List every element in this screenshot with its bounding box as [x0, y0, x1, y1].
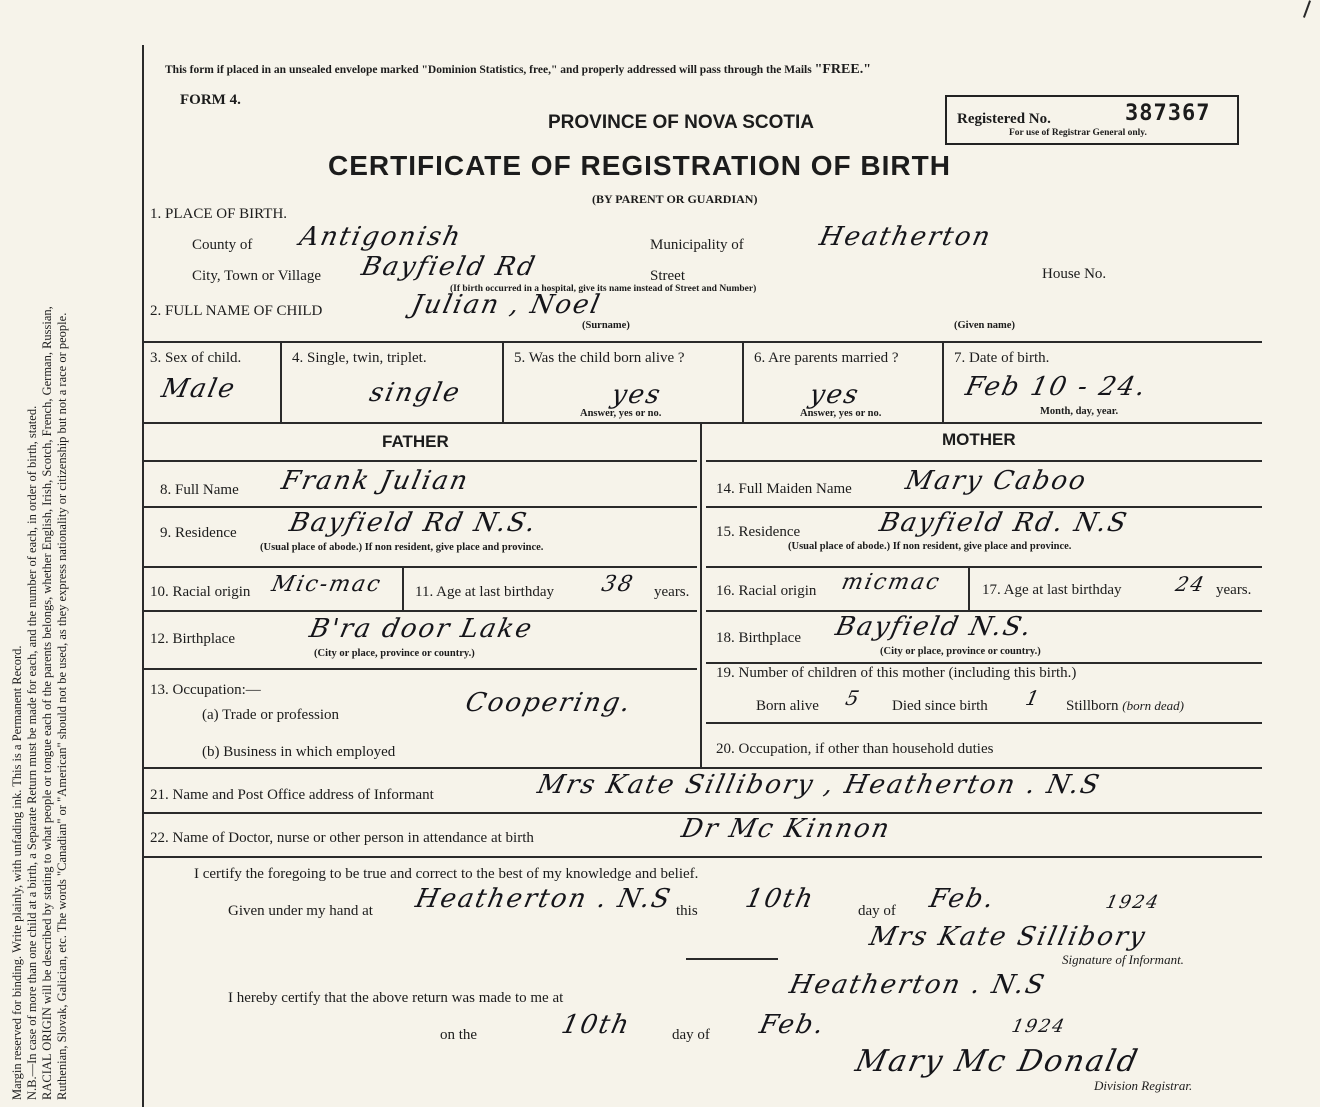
section-line: [142, 856, 1262, 858]
father-residence-label: 9. Residence: [160, 525, 237, 541]
row3-bottom-line: [142, 422, 1262, 424]
registration-label: Registered No.: [957, 111, 1051, 127]
mother-name-label: 14. Full Maiden Name: [716, 481, 852, 497]
mother-racial-value: micmac: [839, 570, 944, 595]
page-title: CERTIFICATE OF REGISTRATION OF BIRTH: [328, 150, 951, 181]
stillborn-note: (born dead): [1122, 698, 1185, 713]
given-this-label: this: [676, 903, 698, 919]
parents-married-value: yes: [806, 380, 863, 410]
row-divider: [402, 566, 404, 610]
born-alive-count-value: 5: [843, 686, 864, 710]
province-heading: PROVINCE OF NOVA SCOTIA: [548, 112, 815, 133]
given-name-note: (Given name): [954, 320, 1015, 331]
registrar-statement: I hereby certify that the above return was made to me at: [228, 990, 564, 1006]
mother-birthplace-label: 18. Birthplace: [716, 630, 801, 646]
informant-signature: Mrs Kate Sillibory: [866, 922, 1150, 952]
date-of-birth-note: Month, day, year.: [1040, 406, 1119, 417]
margin-note-line: N.B.—In case of more than one child at a birth, a Separate Return must be made for each, and the number of each, in order of birth, stated.: [25, 405, 39, 1100]
stillborn-label-text: Stillborn: [1066, 698, 1119, 714]
registrar-place-value: Heatherton . N.S: [786, 970, 1049, 1000]
given-year-value: 1924: [1103, 892, 1163, 913]
father-age-unit: years.: [654, 584, 690, 600]
mother-heading-line: [706, 460, 1262, 462]
registrar-year-value: 1924: [1009, 1016, 1069, 1037]
margin-note-line: Ruthenian, Slovak, Galician, etc. The words "Canadian" or "American" should not be used, as they express nationality or citizenship but not a race or people.: [55, 312, 69, 1100]
father-heading: FATHER: [382, 432, 449, 451]
corner-mark: [1303, 0, 1311, 17]
signature-separator: [686, 958, 778, 960]
parents-married-label: 6. Are parents married ?: [754, 350, 899, 366]
row-line: [706, 566, 1262, 568]
registrar-day-value: 10th: [558, 1010, 634, 1040]
row3-divider: [942, 341, 944, 422]
father-racial-label: 10. Racial origin: [150, 584, 251, 600]
mother-residence-label: 15. Residence: [716, 524, 801, 540]
registrar-signature: Mary Mc Donald: [852, 1044, 1143, 1079]
row-line: [706, 662, 1262, 664]
parent-columns-divider: [700, 422, 702, 767]
father-age-label: 11. Age at last birthday: [415, 584, 554, 600]
given-day-of-label: day of: [858, 903, 896, 919]
mother-children-label: 19. Number of children of this mother (including this birth.): [716, 665, 1077, 681]
date-of-birth-value: Feb 10 - 24.: [962, 372, 1150, 402]
mother-age-value: 24: [1173, 572, 1209, 596]
single-twin-label: 4. Single, twin, triplet.: [292, 350, 427, 366]
margin-note-line: RACIAL ORIGIN will be described by stating to what people or tongue each of the parents belongs, whether English, Irish, Scotch, French, German, Russian,: [40, 306, 54, 1100]
child-name-value: Julian , Noel: [408, 290, 605, 320]
form-number: FORM 4.: [180, 92, 241, 108]
given-month-value: Feb.: [926, 884, 999, 914]
row-divider: [968, 566, 970, 610]
died-since-birth-label: Died since birth: [892, 698, 988, 714]
born-alive-value: yes: [608, 380, 665, 410]
child-name-label: 2. FULL NAME OF CHILD: [150, 303, 323, 319]
given-place-value: Heatherton . N.S: [412, 884, 675, 914]
informant-label: 21. Name and Post Office address of Informant: [150, 787, 434, 803]
page-subtitle: (BY PARENT OR GUARDIAN): [592, 192, 758, 206]
father-occupation-label: 13. Occupation:—: [150, 682, 261, 698]
died-since-birth-value: 1: [1023, 686, 1044, 710]
father-birthplace-value: B'ra door Lake: [306, 614, 537, 644]
mother-occupation-label: 20. Occupation, if other than household duties: [716, 741, 994, 757]
father-name-value: Frank Julian: [278, 466, 472, 496]
surname-note: (Surname): [582, 320, 630, 331]
given-under-label: Given under my hand at: [228, 903, 373, 919]
row3-divider: [742, 341, 744, 422]
house-number-label: House No.: [1042, 266, 1107, 282]
city-value: Bayfield Rd: [358, 252, 540, 282]
informant-signature-label: Signature of Informant.: [1062, 952, 1184, 967]
informant-value: Mrs Kate Sillibory , Heatherton . N.S: [534, 770, 1104, 800]
doctor-label: 22. Name of Doctor, nurse or other person in attendance at birth: [150, 830, 534, 846]
top-notice-free: "FREE.": [814, 62, 871, 77]
form-left-border: [142, 45, 144, 1107]
mother-heading: MOTHER: [942, 430, 1016, 449]
father-name-label: 8. Full Name: [160, 482, 239, 498]
certify-statement: I certify the foregoing to be true and correct to the best of my knowledge and belief.: [194, 866, 699, 882]
mother-residence-value: Bayfield Rd. N.S: [876, 508, 1131, 538]
place-of-birth-heading: 1. PLACE OF BIRTH.: [150, 206, 288, 222]
margin-notes: [10, 60, 90, 1100]
row-line: [142, 610, 697, 612]
father-age-value: 38: [599, 572, 637, 597]
mother-birthplace-value: Bayfield N.S.: [832, 612, 1036, 642]
mother-birthplace-note: (City or place, province or country.): [880, 646, 1041, 657]
father-heading-line: [142, 460, 697, 462]
county-label: County of: [192, 237, 253, 253]
registrar-on-the-label: on the: [440, 1027, 478, 1043]
doctor-value: Dr Mc Kinnon: [678, 814, 894, 844]
single-twin-value: single: [366, 378, 464, 408]
sex-value: Male: [158, 374, 240, 404]
mother-racial-label: 16. Racial origin: [716, 583, 817, 599]
father-birthplace-label: 12. Birthplace: [150, 631, 235, 647]
registration-note: For use of Registrar General only.: [1009, 128, 1147, 138]
street-label: Street: [650, 268, 685, 284]
father-residence-value: Bayfield Rd N.S.: [286, 508, 541, 538]
city-label: City, Town or Village: [192, 268, 322, 284]
mother-age-label: 17. Age at last birthday: [982, 582, 1122, 598]
row-line: [142, 668, 697, 670]
margin-note-line: Margin reserved for binding. Write plainly, with unfading ink. This is a Permanent Record.: [10, 645, 24, 1100]
born-alive-count-label: Born alive: [756, 698, 819, 714]
row3-top-line: [142, 341, 1262, 343]
county-value: Antigonish: [296, 222, 465, 252]
row-line: [142, 566, 697, 568]
father-business-label: (b) Business in which employed: [202, 744, 396, 760]
registrar-signature-label: Division Registrar.: [1094, 1078, 1193, 1093]
stillborn-label: [1066, 698, 1184, 715]
registration-number: 387367: [1125, 101, 1211, 126]
father-racial-value: Mic-mac: [269, 572, 385, 597]
given-day-value: 10th: [742, 884, 818, 914]
born-alive-label: 5. Was the child born alive ?: [514, 350, 685, 366]
registrar-month-value: Feb.: [756, 1010, 829, 1040]
father-trade-value: Coopering.: [462, 688, 635, 718]
mother-name-value: Mary Caboo: [902, 466, 1091, 496]
top-notice: [165, 62, 871, 78]
row-line: [706, 722, 1262, 724]
row3-divider: [502, 341, 504, 422]
hospital-note: (If birth occurred in a hospital, give its name instead of Street and Number): [450, 284, 757, 294]
municipality-label: Municipality of: [650, 237, 744, 253]
father-residence-note: (Usual place of abode.) If non resident, give place and province.: [260, 542, 544, 553]
municipality-value: Heatherton: [816, 222, 995, 252]
born-alive-note: Answer, yes or no.: [580, 408, 662, 419]
row3-divider: [280, 341, 282, 422]
registration-box: [945, 95, 1239, 145]
registrar-day-of-label: day of: [672, 1027, 710, 1043]
mother-age-unit: years.: [1216, 582, 1252, 598]
father-trade-label: (a) Trade or profession: [202, 707, 340, 723]
father-birthplace-note: (City or place, province or country.): [314, 648, 475, 659]
sex-label: 3. Sex of child.: [150, 350, 242, 366]
mother-residence-note: (Usual place of abode.) If non resident, give place and province.: [788, 541, 1072, 552]
section-line: [142, 767, 1262, 769]
top-notice-text: This form if placed in an unsealed envelope marked "Dominion Statistics, free," and properly addressed will pass through the Mails: [165, 64, 812, 76]
date-of-birth-label: 7. Date of birth.: [954, 350, 1050, 366]
parents-married-note: Answer, yes or no.: [800, 408, 882, 419]
